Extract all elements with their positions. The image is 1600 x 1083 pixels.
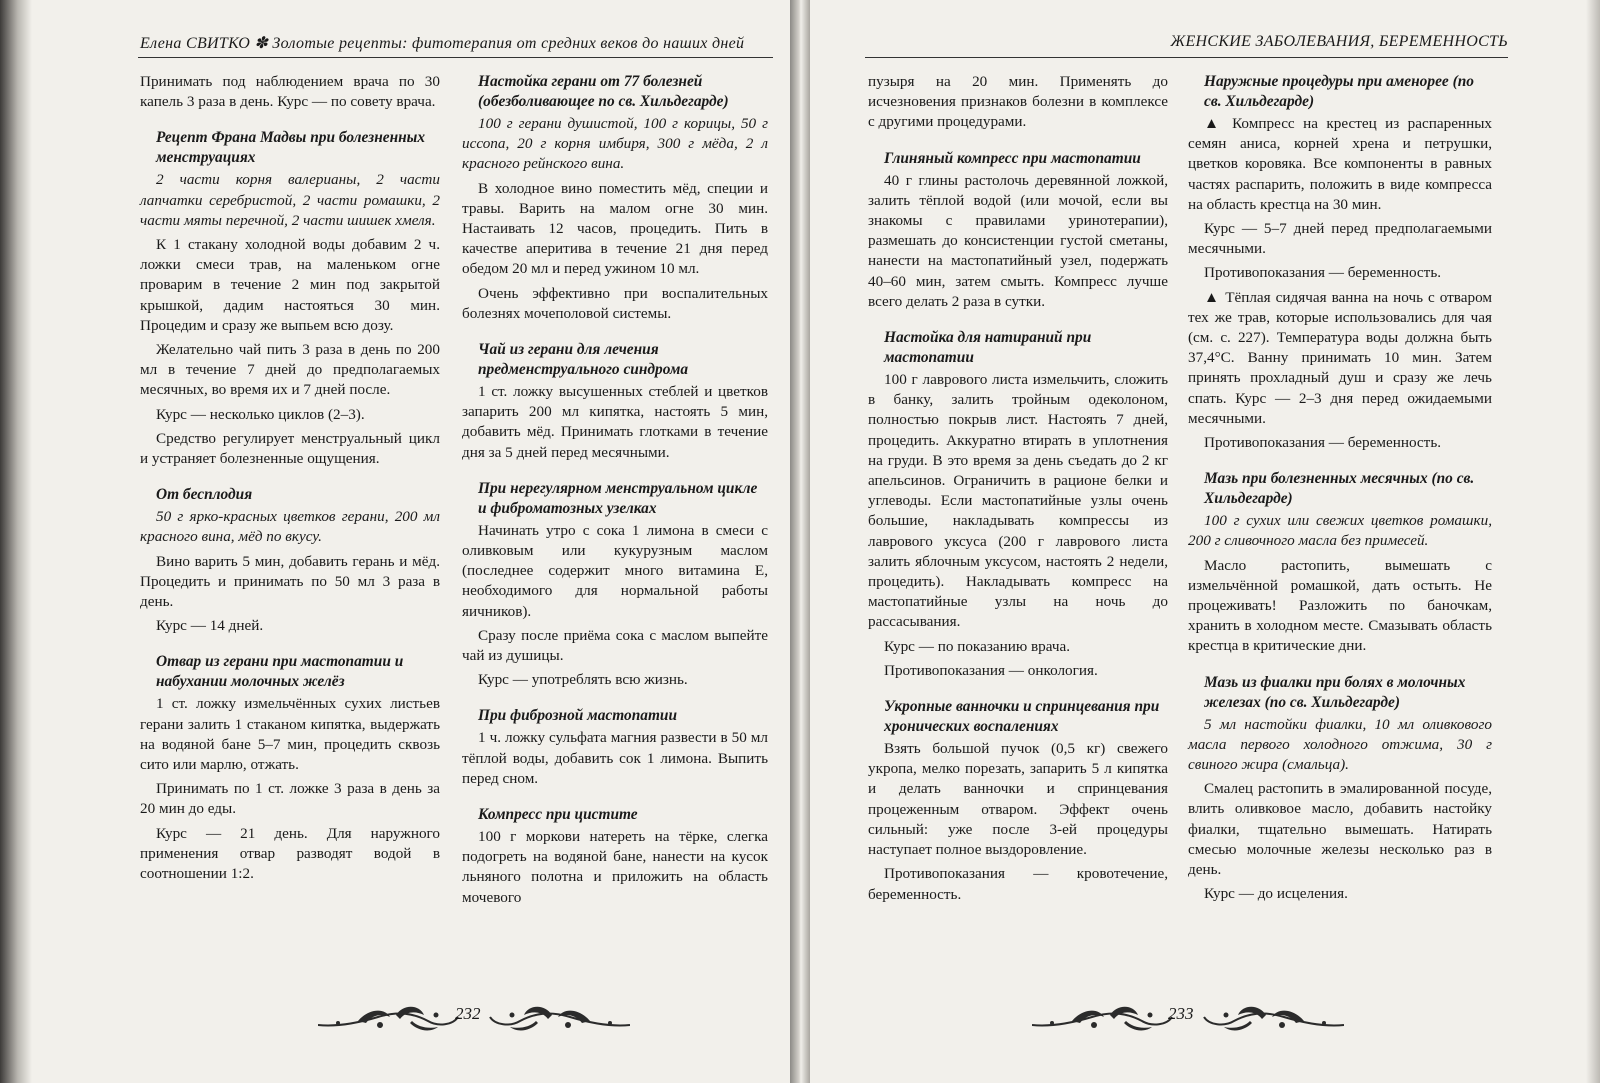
paragraph: Желательно чай пить 3 раза в день по 200 мл в течение 7 дней до предполагаемых месячных, во время их и 7 дней после. bbox=[140, 341, 440, 399]
paragraph: 100 г моркови натереть на тёрке, слегка подогреть на водяной бане, нанести на кусок льняного полотна и приложить на область мочевого bbox=[462, 828, 768, 906]
paragraph: Курс — до исцеления. bbox=[1204, 885, 1348, 903]
paragraph: Курс — 5–7 дней перед предполагаемыми месячными. bbox=[1188, 220, 1492, 258]
recipe-heading: Укропные ванночки и спринцевания при хронических воспалениях bbox=[884, 698, 1160, 736]
recipe-heading: Мазь из фиалки при болях в молочных железах (по св. Хильдегарде) bbox=[1204, 673, 1466, 711]
paragraph: 1 ст. ложку высушенных стеблей и цветков запарить 200 мл кипятка, настоять 5 мин, добавить мёд. Принимать глотками в течение дня за 5 дней перед месячными. bbox=[462, 383, 768, 461]
book-gutter bbox=[790, 0, 810, 1083]
recipe-heading: Настойка герани от 77 болезней (обезболивающее по св. Хильдегарде) bbox=[478, 73, 729, 110]
paragraph: Курс — несколько циклов (2–3). bbox=[156, 405, 365, 423]
recipe-heading: Компресс при цистите bbox=[478, 806, 638, 824]
paragraph: 40 г глины растолочь деревянной ложкой, залить тёплой водой (или мочой, если вы знакомы с правилами уринотерапии), размешать до консистенции густой сметаны, нанести на мастопатийный узел, подержать 40–60 мин, затем смыть. Компресс лучше всего делать 2 раза в сутки. bbox=[868, 171, 1168, 310]
paragraph: Смалец растопить в эмалированной посуде, влить оливковое масло, добавить настойку фиалки, тщательно вымешать. Натирать смесью молочные железы несколько раз в день. bbox=[1188, 780, 1492, 879]
paragraph: пузыря на 20 мин. Применять до исчезновения признаков болезни в комплексе с другими процедурами. bbox=[868, 73, 1168, 131]
header-rule bbox=[865, 57, 1508, 58]
header-rule bbox=[138, 57, 773, 58]
paragraph: Противопоказания — беременность. bbox=[1204, 434, 1442, 452]
ingredients: 5 мл настойки фиалки, 10 мл оливкового масла первого холодного отжима, 30 г свиного жира (смальца). bbox=[1188, 715, 1492, 774]
right-column-1 bbox=[868, 72, 1168, 909]
paragraph: Взять большой пучок (0,5 кг) свежего укропа, мелко порезать, запарить 5 л кипятка и делать ванночки и спринцевания процеженным отваром. Эффект очень сильный: уже после 3-ей процедуры наступает полное выздоровление. bbox=[868, 740, 1168, 859]
recipe-heading: При фиброзной мастопатии bbox=[478, 707, 678, 725]
recipe-heading: Настойка для натираний при мастопатии bbox=[884, 329, 1092, 367]
paragraph: ▲ Компресс на крестец из распаренных семян аниса, корней хрена и петрушки, цветков коровяка. Все компоненты в равных частях распарить, положить в виде компресса на область крестца на 30 мин. bbox=[1188, 115, 1492, 213]
running-header-left: Елена СВИТКО ✽ Золотые рецепты: фитотерапия от средних веков до наших дней bbox=[140, 35, 745, 52]
recipe-heading: От бесплодия bbox=[156, 486, 253, 504]
left-page bbox=[0, 0, 790, 1083]
recipe-heading: Рецепт Франа Мадвы при болезненных менструациях bbox=[156, 129, 426, 167]
paragraph: Очень эффективно при воспалительных болезнях мочеполовой системы. bbox=[462, 284, 768, 322]
paragraph: Принимать по 1 ст. ложке 3 раза в день за 20 мин до еды. bbox=[140, 780, 440, 818]
binding-shadow bbox=[0, 0, 32, 1083]
paragraph: Сразу после приёма сока с маслом выпейте чай из душицы. bbox=[462, 626, 768, 665]
paragraph: Вино варить 5 мин, добавить герань и мёд. Процедить и принимать по 50 мл 3 раза в день. bbox=[140, 552, 440, 611]
paragraph: Курс — 21 день. Для наружного применения отвар разводят водой в соотношении 1:2. bbox=[140, 824, 440, 883]
ornament-left-icon bbox=[318, 1003, 460, 1039]
recipe-heading: При нерегулярном менструальном цикле и фиброматозных узелках bbox=[478, 479, 758, 517]
paragraph: Курс — 14 дней. bbox=[156, 617, 264, 635]
paragraph: 100 г лаврового листа измельчить, сложить в банку, залить тройным одеколоном, полностью покрыв лист. Настоять 7 дней, процедить. Аккуратно втирать в уплотнения на груди. В это время за день съедать до 2 кг апельсинов. Ограничить в рационе белки и углеводы. Если мастопатийные узлы очень большие, накладывать компрессы из лаврового уксуса (200 г лаврового листа залить яблочным уксусом, настоять 2 недели, процедить). Накладывать компресс на мастопатийные узлы на ночь до рассасывания. bbox=[868, 371, 1168, 631]
paragraph: ▲ Тёплая сидячая ванна на ночь с отваром тех же трав, которые использовались для чая (см. с. 227). Температура воды должна быть 37,4°С. Ванну принимать 10 мин. Затем принять прохладный душ и сразу же лечь спать. Курс — 2–3 дня перед ожидаемыми месячными. bbox=[1188, 288, 1492, 427]
ingredients: 100 г сухих или свежих цветков ромашки, 200 г сливочного масла без примесей. bbox=[1188, 512, 1492, 550]
ingredients: 100 г герани душистой, 100 г корицы, 50 г иссопа, 20 г корня имбиря, 300 г мёда, 2 л красного рейнского вина. bbox=[462, 115, 768, 173]
right-column-2 bbox=[1188, 72, 1492, 909]
recipe-heading: Чай из герани для лечения предменструального синдрома bbox=[478, 341, 689, 379]
paragraph: В холодное вино поместить мёд, специи и травы. Варить на малом огне 30 мин. Настаивать 12 часов, процедить. Пить в качестве аперитива в течение 21 дня перед обедом 20 мл и перед ужином 10 мл. bbox=[462, 179, 768, 278]
paragraph: 1 ст. ложку измельчённых сухих листьев герани залить 1 стаканом кипятка, выдержать на водяной бане 5–7 мин, процедить сквозь сито или марлю, отжать. bbox=[140, 695, 440, 774]
paragraph: Средство регулирует менструальный цикл и устраняет болезненные ощущения. bbox=[140, 429, 440, 468]
paragraph: Масло растопить, вымешать с измельчённой ромашкой, дать остыть. Не процеживать! Разложить по баночкам, хранить в холодном месте. Смазывать область крестца в критические дни. bbox=[1188, 556, 1492, 655]
right-page bbox=[810, 0, 1600, 1083]
recipe-heading: Глиняный компресс при мастопатии bbox=[884, 149, 1141, 167]
paragraph: Противопоказания — кровотечение, беременность. bbox=[868, 865, 1168, 903]
paragraph: Противопоказания — онкология. bbox=[884, 661, 1098, 679]
left-column-2 bbox=[462, 72, 768, 912]
page-number: 232 bbox=[455, 1004, 481, 1023]
recipe-heading: Отвар из герани при мастопатии и набухании молочных желёз bbox=[156, 653, 404, 691]
ingredients: 2 части корня валерианы, 2 части лапчатки серебристой, 2 части ромашки, 2 части мяты перечной, 2 части шишек хмеля. bbox=[140, 171, 440, 229]
recipe-heading: Наружные процедуры при аменорее (по св. Хильдегарде) bbox=[1204, 73, 1474, 110]
recipe-heading: Мазь при болезненных месячных (по св. Хильдегарде) bbox=[1204, 470, 1475, 508]
ingredients: 50 г ярко-красных цветков герани, 200 мл красного вина, мёд по вкусу. bbox=[140, 508, 440, 546]
paragraph: 1 ч. ложку сульфата магния развести в 50 мл тёплой воды, добавить сок 1 лимона. Выпить перед сном. bbox=[462, 729, 768, 787]
paragraph: Начинать утро с сока 1 лимона в смеси с оливковым или кукурузным маслом (последнее содержит много витамина Е, необходимого для нормальной работы яичников). bbox=[462, 521, 768, 620]
paragraph: Принимать под наблюдением врача по 30 капель 3 раза в день. Курс — по совету врача. bbox=[140, 73, 440, 111]
ornament-right-icon bbox=[488, 1003, 630, 1039]
left-column-1 bbox=[140, 72, 440, 888]
paragraph: Курс — употреблять всю жизнь. bbox=[478, 671, 688, 689]
page-number: 233 bbox=[1168, 1004, 1194, 1023]
ornament-right-icon bbox=[1202, 1003, 1344, 1039]
paragraph: К 1 стакану холодной воды добавим 2 ч. ложки смеси трав, на маленьком огне проварим в течение 2 мин под закрытой крышкой, дадим настояться 30 мин. Процедим и сразу же выпьем всю дозу. bbox=[140, 236, 440, 334]
ornament-left-icon bbox=[1032, 1003, 1174, 1039]
paragraph: Противопоказания — беременность. bbox=[1204, 264, 1442, 282]
edge-shadow bbox=[1586, 0, 1600, 1083]
running-header-right: ЖЕНСКИЕ ЗАБОЛЕВАНИЯ, БЕРЕМЕННОСТЬ bbox=[1170, 33, 1508, 50]
paragraph: Курс — по показанию врача. bbox=[884, 637, 1071, 655]
